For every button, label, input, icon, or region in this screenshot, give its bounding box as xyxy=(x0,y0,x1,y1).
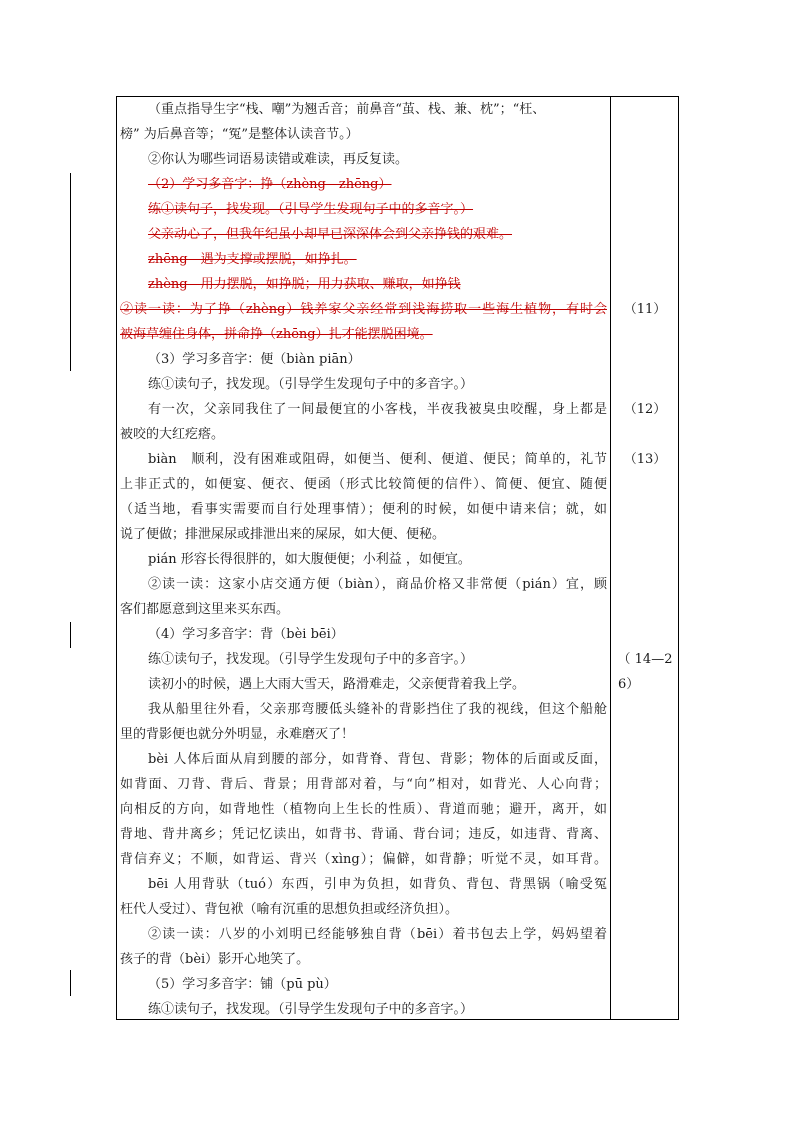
text-line: bēi 人用背驮（tuó）东西，引申为负担，如背负、背包、背黑锅（喻受冤 xyxy=(148,877,607,892)
text-line: 里的背影便也就分外明显，永难磨灭了！ xyxy=(120,727,355,742)
text-line: 练①读句子，找发现。（引导学生发现句子中的多音字。） xyxy=(148,377,474,392)
text-line: 孩子的背（bèi）影开心地笑了。 xyxy=(120,952,310,967)
deleted-line: ②读一读：为了挣（zhèng）钱养家父亲经常到浅海捞取一些海生植物，有时会 xyxy=(120,302,607,317)
section-heading: （5）学习多音字：铺（pū pù） xyxy=(148,977,337,992)
text-line: pián 形容长得很胖的，如大腹便便；小利益 ，如便宜。 xyxy=(148,552,471,567)
text-line: （重点指导生字“栈、嘲”为翘舌音；前鼻音“茧、栈、兼、枕”；“枉、 xyxy=(148,102,546,117)
deleted-line: （2）学习多音字：挣（zhèng zhēng） xyxy=(148,177,392,192)
deleted-line: 父亲动心了，但我年纪虽小却早已深深体会到父亲挣钱的艰难。 xyxy=(148,227,513,242)
text-line: biàn 顺利，没有困难或阻碍，如便当、便利、便道、便民；简单的，礼节 xyxy=(148,452,607,467)
time-note: （13） xyxy=(623,452,667,467)
text-line: 有一次，父亲同我住了一间最便宜的小客栈，半夜我被臭虫咬醒，身上都是 xyxy=(148,402,607,417)
deleted-line: 练①读句子，找发现。（引导学生发现句子中的多音字。） xyxy=(148,202,474,217)
section-heading: （3）学习多音字：便（biàn piān） xyxy=(148,352,361,367)
text-line: ②读一读：八岁的小刘明已经能够独自背（bēi）着书包去上学，妈妈望着 xyxy=(148,927,607,942)
text-line: bèi 人体后面从肩到腰的部分，如背脊、背包、背影；物体的后面或反面， xyxy=(148,752,607,767)
text-line: 被咬的大红疙瘩。 xyxy=(120,427,225,442)
text-line: 向相反的方向，如背地性（植物向上生长的性质）、背道而驰；避开，离开，如 xyxy=(120,802,607,817)
text-line: 说了便做；排泄屎尿或排泄出来的屎尿，如大便、便秘。 xyxy=(120,527,446,542)
revision-mark xyxy=(70,173,71,371)
deleted-line: 被海草缠住身体，拼命挣（zhēng）扎才能摆脱困境。 xyxy=(120,327,433,342)
text-line: （适当地，看事实需要而自行处理事情）；便利的时候，如便中请来信；就，如 xyxy=(120,502,607,517)
text-line: 读初小的时候，遇上大雨大雪天，路滑难走，父亲便背着我上学。 xyxy=(148,677,526,692)
text-line: 练①读句子，找发现。（引导学生发现句子中的多音字。） xyxy=(148,1002,474,1017)
text-line: ②你认为哪些词语易读错或难读，再反复读。 xyxy=(148,152,409,167)
text-line: 如背面、刀背、背后、背景；用背部对着，与“向”相对，如背光、人心向背； xyxy=(120,777,607,792)
revision-mark xyxy=(70,970,71,996)
text-line: 我从船里往外看，父亲那弯腰低头缝补的背影挡住了我的视线，但这个船舱 xyxy=(148,702,607,717)
column-divider xyxy=(610,96,611,1020)
text-line: 背信弃义；不顺，如背运、背兴（xìng）；偏僻，如背静；听觉不灵，如耳背。 xyxy=(120,852,607,867)
deleted-line: zhēng 遇为支撑或摆脱，如挣扎。 xyxy=(148,252,357,267)
text-line: ②读一读：这家小店交通方便（biàn），商品价格又非常便（pián）宜，顾 xyxy=(148,577,607,592)
deleted-line: zhèng 用力摆脱，如挣脱；用力获取、赚取，如挣钱 xyxy=(148,277,461,292)
time-note: （11） xyxy=(623,302,667,317)
text-line: 客们都愿意到这里来买东西。 xyxy=(120,602,290,617)
time-note: 6） xyxy=(618,677,640,692)
text-line: 背地、背井离乡；凭记忆读出，如背书、背诵、背台词；违反，如违背、背离、 xyxy=(120,827,607,842)
section-heading: （4）学习多音字：背（bèi bēi） xyxy=(148,627,344,642)
revision-mark xyxy=(70,622,71,648)
text-line: 练①读句子，找发现。（引导学生发现句子中的多音字。） xyxy=(148,652,474,667)
text-line: 枉代人受过）、背包袱（喻有沉重的思想负担或经济负担）。 xyxy=(120,902,459,917)
time-note: （12） xyxy=(623,402,667,417)
text-line: 上非正式的，如便宴、便衣、便函（形式比较简便的信件）、简便、便宜、随便 xyxy=(120,477,607,492)
text-line: 榜” 为后鼻音等；“冤”是整体认读音节。） xyxy=(120,127,359,142)
time-note: （ 14—2 xyxy=(617,652,673,667)
